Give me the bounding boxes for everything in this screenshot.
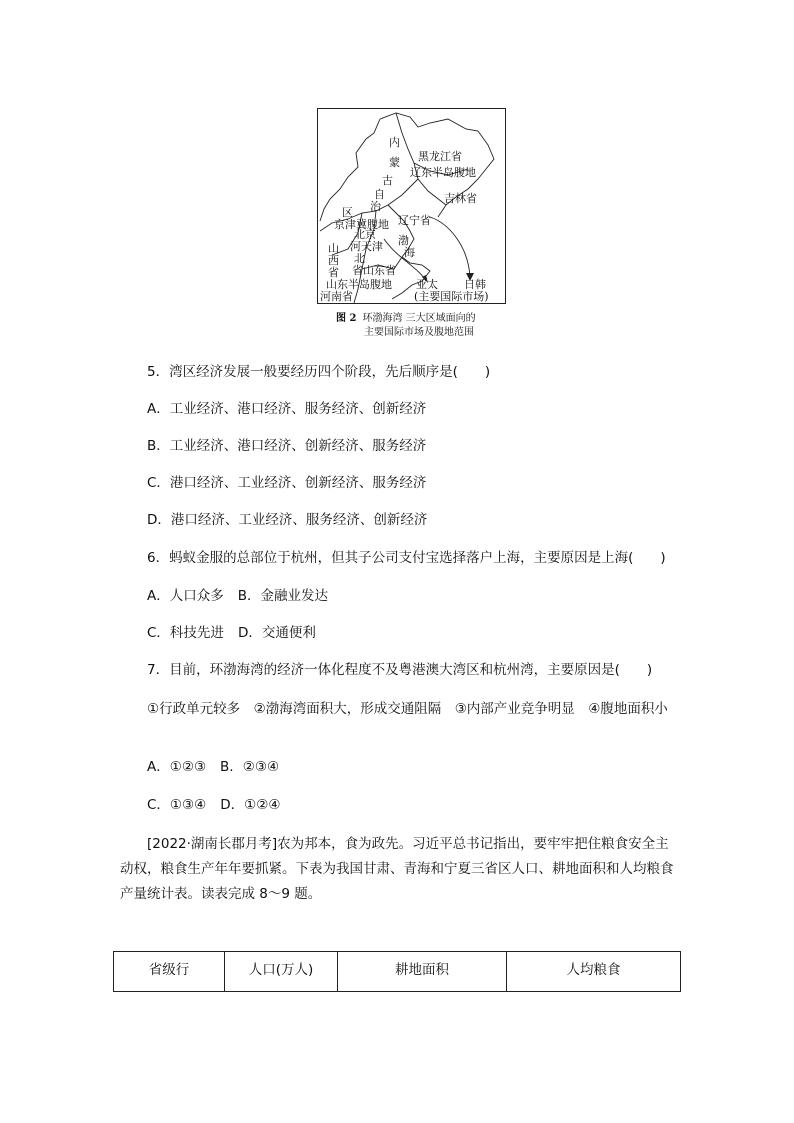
question-5-stem: 5．湾区经济发展一般要经历四个阶段，先后顺序是( ) xyxy=(147,364,491,380)
label-bei: 北 xyxy=(354,252,365,265)
label-gu: 古 xyxy=(382,174,393,187)
label-rihan: 日韩 xyxy=(464,278,486,291)
label-shandong-province: 省山东省 xyxy=(352,264,396,277)
question-6-option-a[interactable]: A．人口众多 xyxy=(147,588,224,604)
material-paragraph: [2022·湖南长郡月考]农为邦本，食为政先。习近平总书记指出，要牢牢把住粮食安全主动权，粮食生产年年要抓紧。下表为我国甘肃、青海和宁夏三省区人口、耕地面积和人均粮食产量统计表。读表完成 8～9 题。 xyxy=(120,836,674,902)
question-7-option-d[interactable]: D．①②④ xyxy=(220,797,281,813)
question-5-option-c[interactable]: C．港口经济、工业经济、创新经济、服务经济 xyxy=(147,475,427,491)
question-6-options-row-1 xyxy=(147,587,328,605)
header-arable-land: 耕地面积 xyxy=(338,952,507,992)
question-6-option-b[interactable]: B．金融业发达 xyxy=(237,588,329,604)
question-7-items: ①行政单元较多 ②渤海湾面积大，形成交通阻隔 ③内部产业竞争明显 ④腹地面积小 xyxy=(147,701,668,717)
label-henan: 河南省 xyxy=(320,290,353,303)
label-shandong-hinterland: 山东半岛腹地 xyxy=(326,278,392,291)
question-5-option-b[interactable]: B．工业经济、港口经济、创新经济、服务经济 xyxy=(147,438,427,454)
label-zhi: 治 xyxy=(370,200,381,213)
label-liaodong-hinterland: 辽东半岛腹地 xyxy=(410,166,476,179)
header-province: 省级行 xyxy=(114,952,225,992)
figure-number: 图 2 xyxy=(336,313,357,324)
question-6-option-d[interactable]: D．交通便利 xyxy=(237,625,316,641)
label-meng: 蒙 xyxy=(389,156,400,169)
label-zi: 自 xyxy=(374,188,385,201)
label-bo: 渤 xyxy=(398,234,409,247)
map-figure xyxy=(317,108,506,304)
label-nei: 内 xyxy=(389,136,400,149)
question-7-stem: 7．目前，环渤海湾的经济一体化程度不及粤港澳大湾区和杭州湾，主要原因是( ) xyxy=(147,662,653,678)
table-header-row xyxy=(114,952,681,992)
label-jilin: 吉林省 xyxy=(444,192,477,205)
question-7-options-row-2 xyxy=(147,796,280,814)
question-7-options-row-1 xyxy=(147,758,279,776)
label-hai: 海 xyxy=(404,246,415,259)
figure-caption xyxy=(336,312,516,340)
label-jingjinji-hinterland: 京津冀腹地 xyxy=(334,218,389,231)
label-beijing: 北京 xyxy=(354,228,376,241)
label-main-market: (主要国际市场) xyxy=(414,290,489,303)
label-hebei-tianjin: 河天津 xyxy=(350,240,383,253)
label-sheng: 省 xyxy=(328,266,339,279)
header-per-capita-grain: 人均粮食 xyxy=(507,952,681,992)
statistics-table xyxy=(113,951,681,992)
question-7-option-c[interactable]: C．①③④ xyxy=(147,797,207,813)
caption-line-1: 环渤海湾 三大区域面向的 xyxy=(362,313,476,324)
label-liaoning: 辽宁省 xyxy=(398,214,431,227)
header-population: 人口(万人) xyxy=(225,952,338,992)
route-arrow-to-rihan xyxy=(430,217,470,277)
question-5-option-a[interactable]: A．工业经济、港口经济、服务经济、创新经济 xyxy=(147,401,427,417)
label-shan: 山 xyxy=(328,242,339,255)
label-xi: 西 xyxy=(328,254,339,267)
question-6-options-row-2 xyxy=(147,624,316,642)
label-yatai: 亚太 xyxy=(416,278,438,291)
caption-line-2: 主要国际市场及腹地范围 xyxy=(364,327,474,338)
question-5-option-d[interactable]: D．港口经济、工业经济、服务经济、创新经济 xyxy=(147,512,428,528)
question-6-stem: 6．蚂蚁金服的总部位于杭州，但其子公司支付宝选择落户上海，主要原因是上海( ) xyxy=(147,550,666,566)
question-7-option-b[interactable]: B．②③④ xyxy=(220,759,280,775)
question-7-option-a[interactable]: A．①②③ xyxy=(147,759,207,775)
label-heilongjiang: 黑龙江省 xyxy=(418,150,462,163)
label-qu: 区 xyxy=(342,206,353,219)
question-6-option-c[interactable]: C．科技先进 xyxy=(147,625,224,641)
